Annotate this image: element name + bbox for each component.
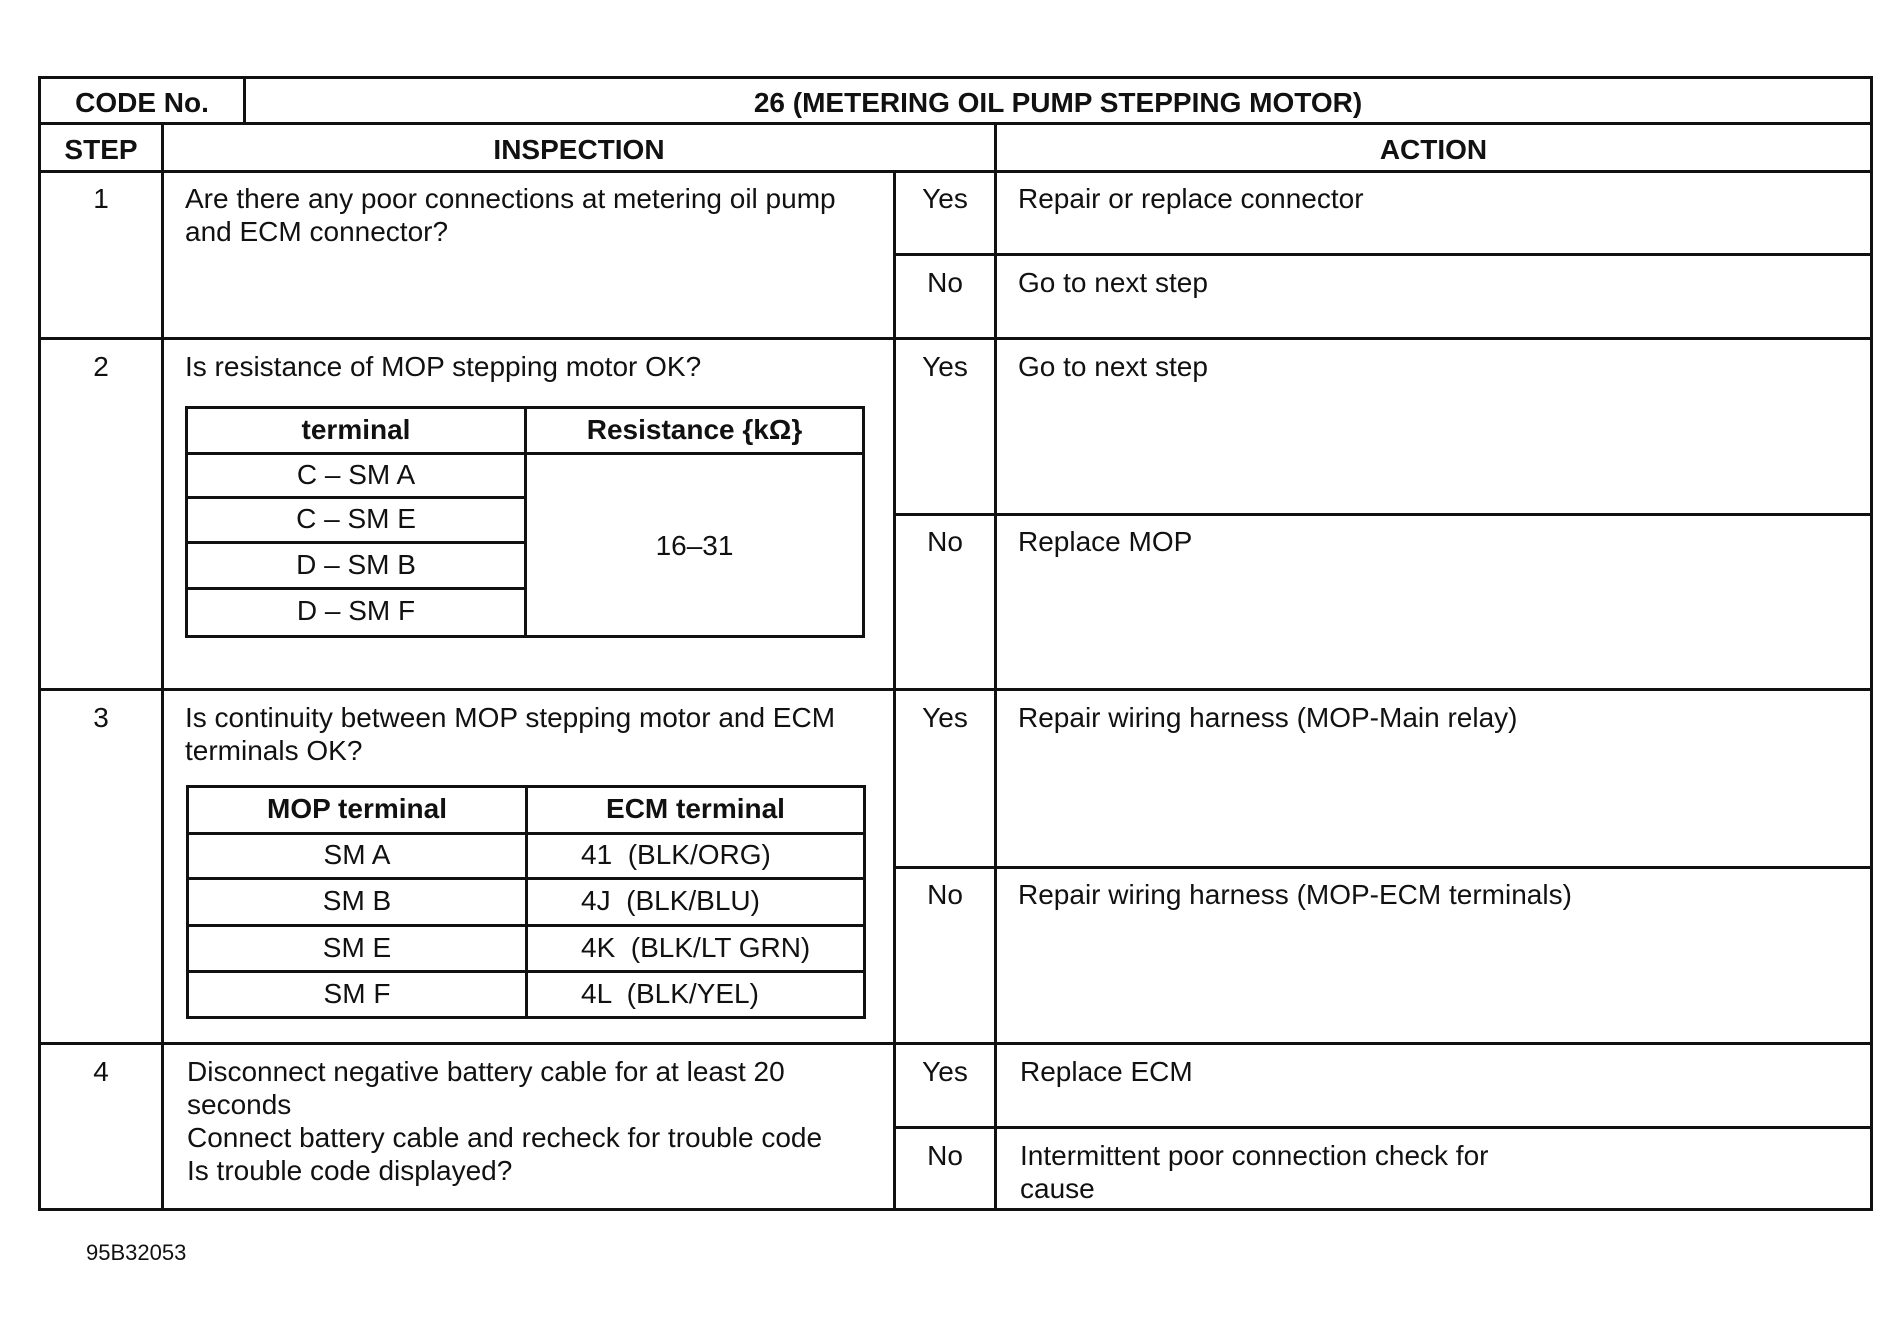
rule-answer-divider — [893, 170, 896, 1210]
step-header: STEP — [64, 134, 138, 165]
resistance-table-rule — [185, 587, 525, 590]
step-2-yes: Yes — [922, 351, 968, 382]
continuity-mop-cell: SM B — [322, 885, 392, 916]
continuity-mop-cell: SM A — [323, 839, 391, 870]
code-label: CODE No. — [75, 87, 209, 118]
step-1-question: Are there any poor connections at metering oil pump and ECM connector? — [185, 183, 836, 247]
continuity-ecm-cell: 4L (BLK/YEL) — [581, 978, 759, 1009]
continuity-col-mop: MOP terminal — [267, 793, 447, 824]
resistance-terminal-cell: D – SM B — [296, 549, 416, 580]
continuity-col-ecm: ECM terminal — [606, 793, 785, 824]
step-4-yes-action: Replace ECM — [1020, 1056, 1193, 1087]
step-4-no-action-line: Intermittent poor connection check for — [1020, 1140, 1489, 1171]
continuity-mop-cell: SM F — [323, 978, 391, 1009]
code-title: 26 (METERING OIL PUMP STEPPING MOTOR) — [753, 87, 1363, 118]
action-header: ACTION — [1379, 134, 1488, 165]
step-1-yes-action: Repair or replace connector — [1018, 183, 1364, 214]
rule-right — [1870, 76, 1873, 1211]
step-4-yes: Yes — [922, 1056, 968, 1087]
rule-action-divider — [994, 122, 997, 1210]
rule-bottom — [38, 1208, 1873, 1211]
continuity-ecm-cell: 4J (BLK/BLU) — [581, 885, 760, 916]
step-1-no: No — [927, 267, 963, 298]
resistance-table-header-rule — [185, 452, 865, 455]
resistance-terminal-cell: D – SM F — [296, 595, 416, 626]
rule-step3-end — [38, 1042, 1873, 1045]
step-3-no-action: Repair wiring harness (MOP-ECM terminals) — [1018, 879, 1572, 910]
resistance-col-terminal: terminal — [301, 414, 411, 445]
step-2-question: Is resistance of MOP stepping motor OK? — [185, 351, 702, 382]
step-number-3: 3 — [93, 702, 109, 733]
step-3-yes: Yes — [922, 702, 968, 733]
step-number-4: 4 — [93, 1056, 109, 1087]
step-1-yes: Yes — [922, 183, 968, 214]
rule-step2-mid — [893, 513, 1873, 516]
continuity-table-rule — [186, 970, 866, 973]
continuity-ecm-cell: 4K (BLK/LT GRN) — [581, 932, 811, 963]
rule-header-2 — [38, 170, 1873, 173]
step-1-no-action: Go to next step — [1018, 267, 1208, 298]
continuity-table-rule — [186, 877, 866, 880]
step-4-question-line: Disconnect negative battery cable for at least 20 — [187, 1056, 785, 1087]
rule-step3-mid — [893, 866, 1873, 869]
step-4-no: No — [927, 1140, 963, 1171]
step-2-no-action: Replace MOP — [1018, 526, 1193, 557]
figure-code: 95B32053 — [86, 1240, 187, 1265]
rule-step1-mid — [893, 253, 1873, 256]
resistance-value-cell: 16–31 — [655, 530, 734, 561]
resistance-table-rule — [185, 541, 525, 544]
rule-header-1 — [38, 122, 1873, 125]
rule-step1-end — [38, 337, 1873, 340]
resistance-terminal-cell: C – SM A — [296, 459, 416, 490]
step-4-no-action-line: cause — [1020, 1173, 1095, 1204]
rule-step4-mid — [893, 1126, 1873, 1129]
rule-step2-end — [38, 688, 1873, 691]
resistance-terminal-cell: C – SM E — [296, 503, 416, 534]
rule-step-divider — [161, 122, 164, 1210]
step-3-no: No — [927, 879, 963, 910]
resistance-table-rule — [185, 496, 525, 499]
step-3-yes-action: Repair wiring harness (MOP-Main relay) — [1018, 702, 1518, 733]
step-number-2: 2 — [93, 351, 109, 382]
step-4-question-line: Is trouble code displayed? — [187, 1155, 513, 1186]
step-3-question: Is continuity between MOP stepping motor and ECM terminals OK? — [185, 702, 836, 766]
step-4-question-line: Connect battery cable and recheck for trouble code — [187, 1122, 823, 1153]
step-2-yes-action: Go to next step — [1018, 351, 1208, 382]
continuity-mop-cell: SM E — [322, 932, 392, 963]
step-number-1: 1 — [93, 183, 109, 214]
rule-left — [38, 76, 41, 1211]
continuity-table-header-rule — [186, 832, 866, 835]
continuity-table-rule — [186, 924, 866, 927]
inspection-header: INSPECTION — [493, 134, 665, 165]
rule-top — [38, 76, 1873, 79]
continuity-ecm-cell: 41 (BLK/ORG) — [581, 839, 771, 870]
step-4-question-line: seconds — [187, 1089, 292, 1120]
resistance-col-value: Resistance {kΩ} — [586, 414, 803, 445]
step-2-no: No — [927, 526, 963, 557]
